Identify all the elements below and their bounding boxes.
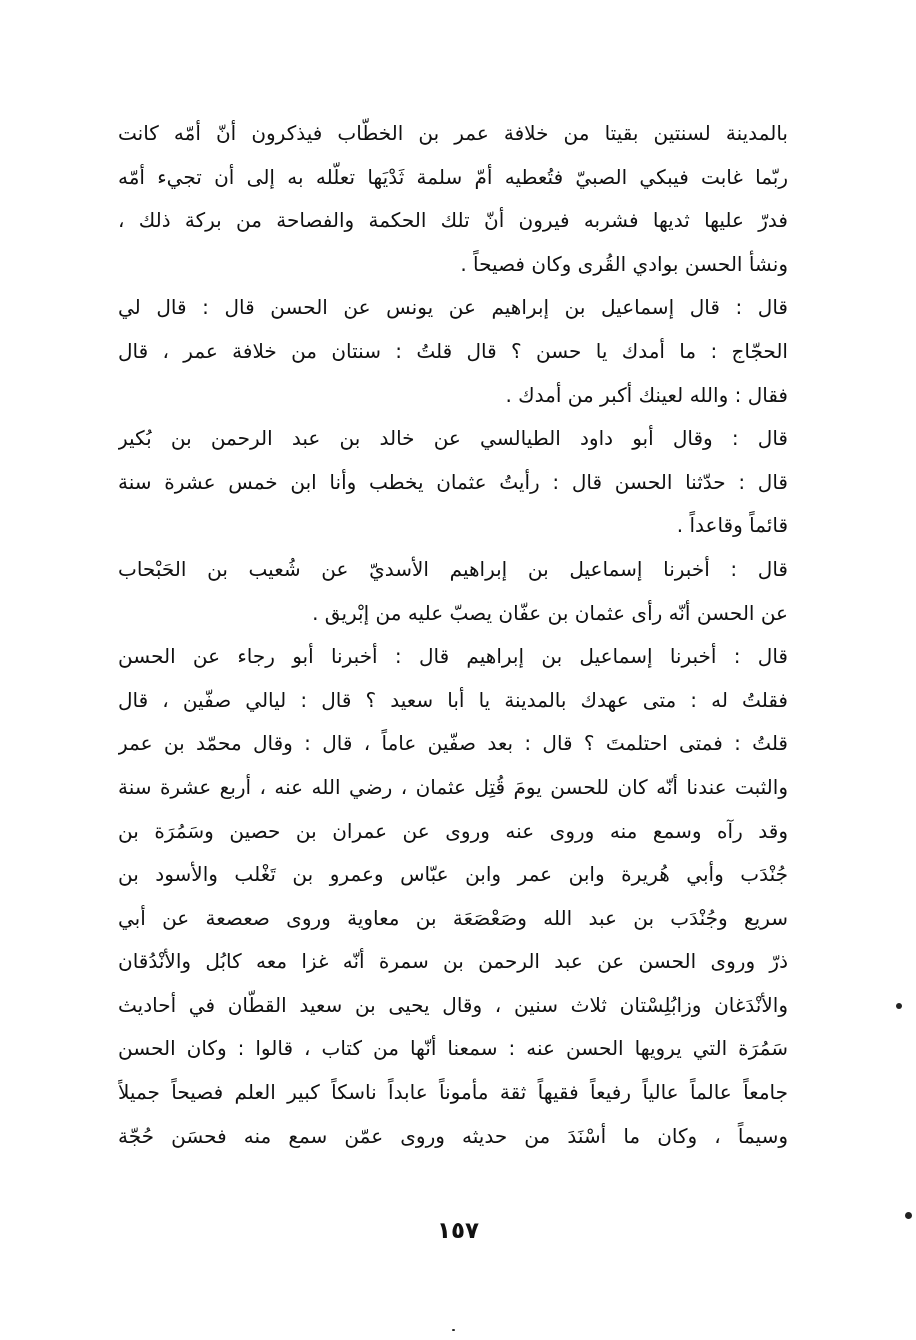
text-line: قال : قال إسماعيل بن إبراهيم عن يونس عن الحسن قال : قال لي [118,295,788,320]
text-line: بالمدينة لسنتين بقيتا من خلافة عمر بن الخطّاب فيذكرون أنّ أمّه كانت [118,121,788,145]
text-line: ذرّ وروى الحسن عن عبد الرحمن بن سمرة أنّه غزا معه كابُل والأنْدُقان [118,949,788,974]
text-line: فدرّ عليها ثديها فشربه فيرون أنّ تلك الحكمة والفصاحة من بركة ذلك ، [118,208,788,233]
text-line: فقال : والله لعينك أكبر من أمدك . [505,382,788,407]
page-text-block [118,112,788,1158]
text-line: فقلتُ له : متى عهدك بالمدينة يا أبا سعيد ؟ قال : ليالي صفّين ، قال [118,687,788,712]
text-line: جُنْدَب وأبي هُريرة وابن عمر وابن عبّاس وعمرو بن تَغْلب والأسود بن [118,862,788,887]
text-line: الحجّاج : ما أمدك يا حسن ؟ قال قلتُ : سنتان من خلافة عمر ، قال [118,338,788,363]
scan-speck [452,1329,455,1331]
text-line: قال : أخبرنا إسماعيل بن إبراهيم الأسديّ عن شُعيب بن الحَبْحاب [118,556,788,581]
text-line: والثبت عندنا أنّه كان للحسن يومَ قُتِل عثمان ، رضي الله عنه ، أربع عشرة سنة [118,774,788,799]
text-line: وقد رآه وسمع منه وروى عنه وروى عن عمران بن حصين وسَمُرَة بن [118,818,788,843]
text-line: قائماً وقاعداً . [676,513,788,538]
text-line: ربّما غابت فيبكي الصبيّ فتُعطيه أمّ سلمة ثَدْيَها تعلّله به إلى أن تجيء أمّه [118,164,788,189]
text-line: جامعاً عالماً عالياً رفيعاً فقيهاً ثقة مأموناً عابداً ناسكاً كبير العلم فصيحاً جميلاً [118,1080,788,1105]
scan-speck [896,1003,902,1009]
page-number: ١٥٧ [436,1218,480,1244]
text-line: والأنْدَغان وزابُلِسْتان ثلاث سنين ، وقال يحيى بن سعيد القطّان في أحاديث [118,992,788,1017]
text-line: قال : حدّثنا الحسن قال : رأيتُ عثمان يخطب وأنا ابن خمس عشرة سنة [118,469,788,494]
text-line: قال : وقال أبو داود الطيالسي عن خالد بن عبد الرحمن بن بُكير [118,426,788,451]
scan-speck [905,1212,912,1219]
text-line: سريع وجُنْدَب بن عبد الله وصَعْصَعَة بن معاوية وروى صعصعة عن أبي [118,905,788,930]
text-line: وسيماً ، وكان ما أسْنَدَ من حديثه وروى عمّن سمع منه فحسَن حُجّة [118,1123,788,1148]
text-line: سَمُرَة التي يرويها الحسن عنه : سمعنا أنّها من كتاب ، قالوا : وكان الحسن [118,1036,788,1061]
text-line: ونشأ الحسن بوادي القُرى وكان فصيحاً . [460,251,788,276]
text-line: قلتُ : فمتى احتلمتَ ؟ قال : بعد صفّين عاماً ، قال : وقال محمّد بن عمر [118,731,788,756]
text-line: عن الحسن أنّه رأى عثمان بن عفّان يصبّ عليه من إبْريق . [312,600,788,625]
text-line: قال : أخبرنا إسماعيل بن إبراهيم قال : أخبرنا أبو رجاء عن الحسن [118,644,788,669]
